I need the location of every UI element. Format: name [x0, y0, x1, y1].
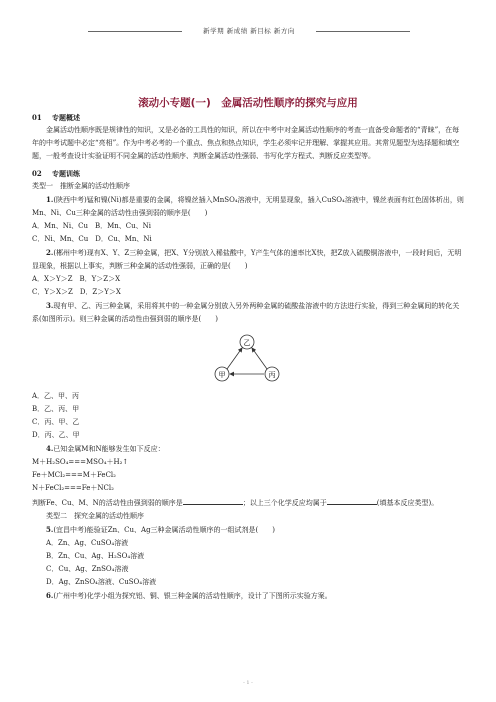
page-title: 滚动小专题(一) 金属活动性顺序的探究与应用: [138, 97, 358, 109]
header-rule-right: [316, 31, 410, 32]
q3-option-a: A．乙、甲、丙: [32, 392, 80, 400]
question-4: 4.已知金属M和N能够发生如下反应：: [46, 444, 165, 453]
reaction-3: N＋FeCl₂===Fe＋NCl₂: [32, 484, 114, 492]
q4-fill-question: 判断Fe、Cu、M、N的活动性由强到弱的顺序是 ；以上三个化学反应均属于 (填基本反应类型)。: [32, 495, 464, 510]
arrow-right-to-top: [252, 348, 267, 369]
page-header: [88, 25, 410, 37]
question-5: 5.(宜昌中考)能验证Zn、Cu、Ag三种金属活动性顺序的一组试剂是( ): [46, 525, 276, 534]
question-1: 1.(陕西中考)锰和镍(Ni)都是重要的金属，将镍丝插入MnSO₄溶液中，无明显现象，插入CuSO₄溶液中，镍丝表面有红色固体析出，则Mn、Ni、Cu三种金属的活动性由强到弱的顺序是( ): [32, 195, 464, 217]
q1-options-ab: A．Mn、Ni、Cu B．Mn、Cu、Ni: [32, 222, 152, 230]
triangle-diagram-svg: [207, 326, 287, 390]
q1-options-cd: C．Ni、Mn、Cu D．Cu、Mn、Ni: [32, 235, 152, 243]
q5-option-b: B．Zn、Cu、Ag、H₂SO₄溶液: [46, 552, 145, 560]
q2-options-cd: C．Y＞X＞Z D．Z＞Y＞X: [32, 288, 121, 296]
q2-options-ab: A．X＞Y＞Z B．Y＞Z＞X: [32, 275, 121, 283]
question-6: 6.(广州中考)化学小组为探究铝、铜、银三种金属的活动性顺序，设计了下图所示实验方案。: [46, 591, 332, 600]
header-rule-left: [88, 31, 182, 32]
answer-blank-reaction-type[interactable]: [327, 495, 377, 505]
overview-paragraph: 金属活动性顺序既是规律性的知识，又是必备的工具性的知识，所以在中考中对金属活动性顺序的考查一直备受命题者的“青睐”，在每年的中考试题中必定“亮相”。作为中考必考的一个重点、焦点和热点知识，学生必须牢记并理解、掌握其应用。其常见题型为选择题和填空题，一般考查设计实验证明不同金属的活动性顺序、判断金属活动性强弱、书写化学方程式、判断反应类型等。: [32, 126, 460, 160]
node-label-top: 乙: [243, 339, 251, 347]
arrow-left-to-top: [227, 348, 242, 369]
document-body: [32, 111, 464, 603]
q5-option-d: D．Ag、ZnSO₄溶液、CuSO₄溶液: [46, 578, 157, 586]
q5-option-c: C．Cu、Ag、ZnSO₄溶液: [46, 565, 129, 573]
page-number: - 1 -: [243, 680, 253, 686]
answer-blank-order[interactable]: [183, 495, 243, 505]
section-heading-training: 02 专题训练: [32, 169, 80, 178]
node-label-left: 甲: [218, 371, 226, 379]
node-label-right: 丙: [268, 371, 276, 379]
question-3: 3.现有甲、乙、丙三种金属，采用将其中的一种金属分别放入另外两种金属的硫酸盐溶液中的方法进行实验，得到三种金属间的转化关系(如图所示)。则三种金属的活动性由强到弱的顺序是( ): [32, 301, 460, 323]
q3-option-b: B．乙、丙、甲: [32, 405, 80, 413]
reaction-2: Fe＋MCl₂===M＋FeCl₂: [32, 471, 116, 479]
type-two-heading: 类型二 探究金属的活动性顺序: [46, 512, 144, 520]
q5-option-a: A．Zn、Ag、CuSO₄溶液: [46, 539, 129, 547]
metal-conversion-diagram: [207, 326, 287, 390]
q3-option-d: D．丙、乙、甲: [32, 431, 80, 439]
reaction-1: M＋H₂SO₄===MSO₄＋H₂↑: [32, 458, 129, 466]
type-one-heading: 类型一 推断金属的活动性顺序: [32, 182, 130, 190]
q3-option-c: C．丙、甲、乙: [32, 418, 80, 426]
question-2: 2.(郴州中考)现有X、Y、Z三种金属，把X、Y分别放入稀盐酸中，Y产生气体的速率比X快，把Z放入硫酸铜溶液中，一段时间后，无明显现象，根据以上事实，判断三种金属的活动性强弱，正确的是( ): [32, 248, 462, 270]
header-text: 新学期 新成绩 新目标 新方向: [203, 27, 295, 35]
section-heading-overview: 01 专题概述: [32, 113, 80, 122]
